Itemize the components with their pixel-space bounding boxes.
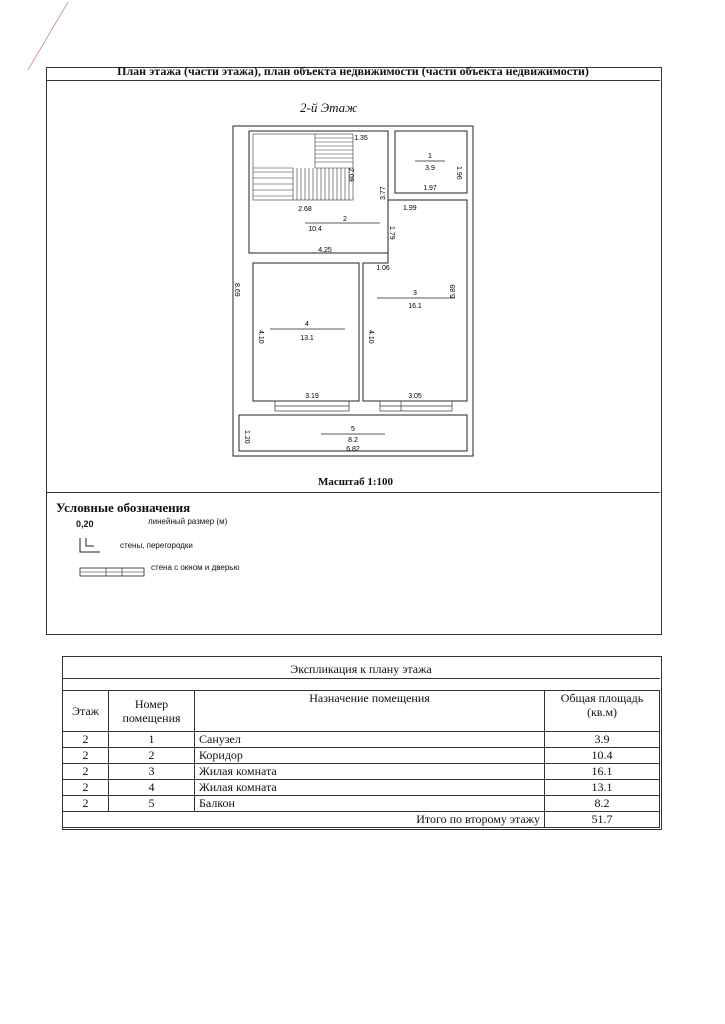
room-2-area: 10.4 <box>308 226 322 233</box>
header-purpose: Назначение помещения <box>195 691 545 732</box>
row-area: 10.4 <box>545 748 660 764</box>
header-area: Общая площадь (кв.м) <box>545 691 660 732</box>
row-number: 5 <box>109 796 195 812</box>
dim-197: 1.97 <box>423 185 437 192</box>
dim-199: 1.99 <box>403 205 417 212</box>
dim-425: 4.25 <box>318 247 332 254</box>
floor-label: 2-й Этаж <box>300 100 358 115</box>
dim-377: 3.77 <box>380 186 387 200</box>
dim-268: 2.68 <box>298 206 312 213</box>
room-5-number: 5 <box>351 426 355 433</box>
room-3-area: 16.1 <box>408 303 422 310</box>
row-purpose: Жилая комната <box>195 780 545 796</box>
room-2-number: 2 <box>343 216 347 223</box>
sheet-title: План этажа (части этажа), план объекта недвижимости (части объекта недвижимости) <box>46 60 660 81</box>
dim-410b: 4.10 <box>367 330 374 344</box>
legend-linear-size: линейный размер (м) <box>148 517 228 526</box>
legend-divider <box>46 492 660 493</box>
room-4-area: 13.1 <box>300 335 314 342</box>
total-value: 51.7 <box>545 812 660 828</box>
total-row <box>63 812 660 828</box>
room-1-number: 1 <box>428 153 432 160</box>
scale-label: Масштаб 1:100 <box>318 476 394 488</box>
row-number: 2 <box>109 748 195 764</box>
row-floor: 2 <box>63 780 109 796</box>
wall-symbol-icon <box>76 536 106 556</box>
row-purpose: Коридор <box>195 748 545 764</box>
table-row <box>63 748 660 764</box>
dim-319: 3.19 <box>305 393 319 400</box>
floor-plan <box>225 118 485 468</box>
table-row <box>63 796 660 812</box>
row-floor: 2 <box>63 732 109 748</box>
dim-179: 1.79 <box>388 226 395 240</box>
table-row <box>63 764 660 780</box>
row-area: 13.1 <box>545 780 660 796</box>
dim-410a: 4.10 <box>257 330 264 344</box>
row-number: 3 <box>109 764 195 780</box>
row-area: 8.2 <box>545 796 660 812</box>
explication-title: Экспликация к плану этажа <box>62 656 660 679</box>
dim-106: 1.06 <box>376 265 390 272</box>
dim-682: 6.82 <box>346 446 360 453</box>
legend-walls: стены, перегородки <box>120 541 193 550</box>
row-floor: 2 <box>63 748 109 764</box>
header-floor: Этаж <box>63 691 109 732</box>
dim-305: 3.05 <box>408 393 422 400</box>
dim-120: 1.20 <box>243 430 250 444</box>
dim-209: 2.09 <box>347 168 354 182</box>
row-floor: 2 <box>63 764 109 780</box>
row-area: 16.1 <box>545 764 660 780</box>
dim-589: 5.89 <box>450 284 457 298</box>
legend-window-door: стена с окном и дверью <box>151 563 240 572</box>
row-number: 1 <box>109 732 195 748</box>
row-area: 3.9 <box>545 732 660 748</box>
row-purpose: Жилая комната <box>195 764 545 780</box>
row-purpose: Балкон <box>195 796 545 812</box>
explication-table <box>62 690 660 828</box>
row-purpose: Санузел <box>195 732 545 748</box>
room-5-area: 8.2 <box>348 437 358 444</box>
header-number: Номер помещения <box>109 691 195 732</box>
dim-869: 8.69 <box>233 283 240 297</box>
legend-title: Условные обозначения <box>56 500 191 515</box>
table-header <box>63 691 660 732</box>
window-door-symbol-icon <box>76 562 148 582</box>
room-1-area: 3.9 <box>425 165 435 172</box>
room-4-number: 4 <box>305 321 309 328</box>
row-floor: 2 <box>63 796 109 812</box>
room-3-number: 3 <box>413 290 417 297</box>
table-row <box>63 780 660 796</box>
dim-196: 1.96 <box>455 166 462 180</box>
dim-135: 1.35 <box>354 135 368 142</box>
table-row <box>63 732 660 748</box>
legend-sample-value: 0,20 <box>76 519 94 529</box>
total-label: Итого по второму этажу <box>63 812 545 828</box>
row-number: 4 <box>109 780 195 796</box>
